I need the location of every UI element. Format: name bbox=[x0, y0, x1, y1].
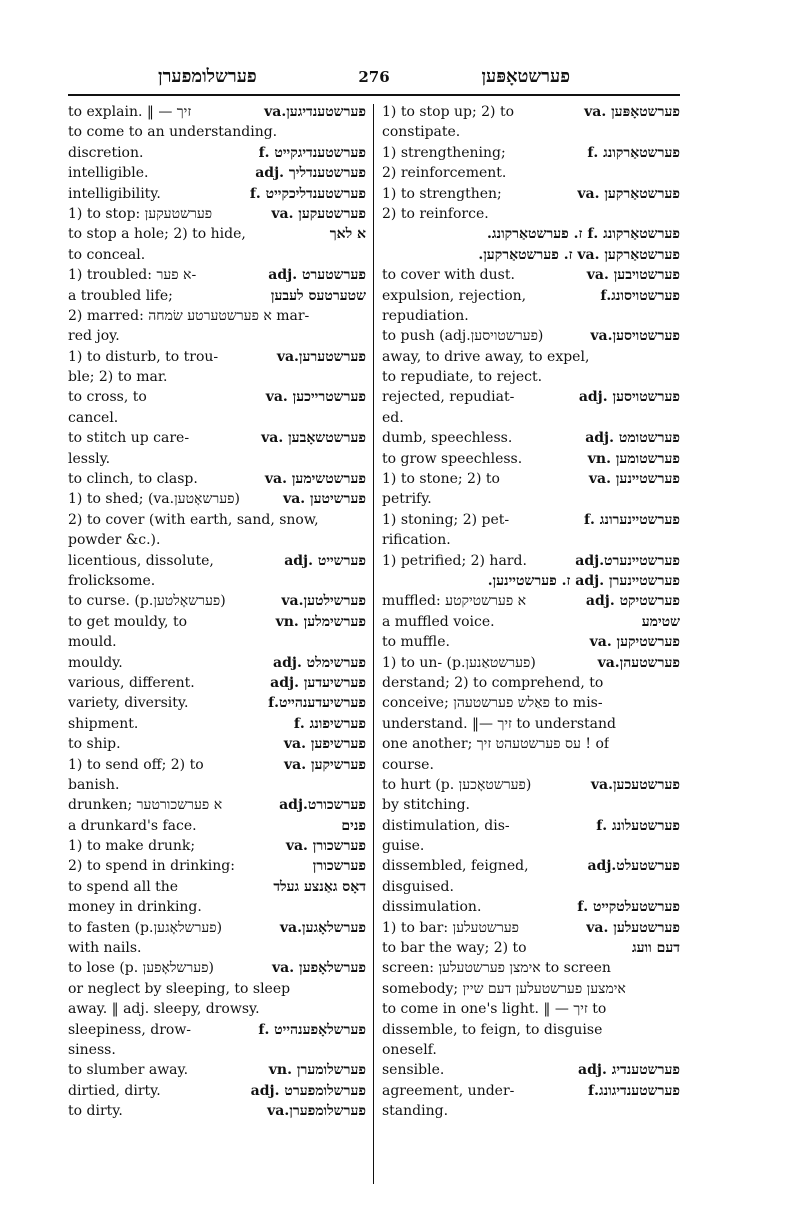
entry-english: to spend all the bbox=[68, 878, 179, 895]
entry-english: 1) to make drunk; bbox=[68, 838, 196, 855]
entry-yiddish: פערשטשאָבען .va bbox=[261, 430, 366, 447]
entry-line bbox=[68, 899, 366, 919]
entry-line bbox=[382, 818, 680, 838]
entry-line bbox=[68, 1042, 366, 1062]
entry-english: frolicksome. bbox=[68, 572, 156, 589]
entry-english: rification. bbox=[382, 532, 451, 549]
entry-line bbox=[68, 1062, 366, 1082]
entry-english: conceive; פאַלש פערשטעהן to mis- bbox=[382, 695, 603, 712]
entry-english: 2) to reinforce. bbox=[382, 205, 489, 222]
entry-yiddish: פערשטענדיגקייט .f bbox=[258, 144, 366, 161]
entry-yiddish: פערשטיקט .adj bbox=[585, 593, 680, 610]
entry-yiddish: פערשטעלונג .f bbox=[596, 817, 680, 834]
entry-line bbox=[382, 1062, 680, 1082]
entry-yiddish: פערשטענדליכקייט .f bbox=[249, 185, 366, 202]
entry-yiddish: פערשטאַרקונג .f ז. פערשטאַרקונג. bbox=[487, 226, 680, 243]
entry-line bbox=[382, 695, 680, 715]
entry-line bbox=[382, 614, 680, 634]
entry-line bbox=[68, 491, 366, 511]
entry-yiddish: פערשלאָפען .va bbox=[272, 960, 366, 977]
entry-yiddish: פערשיקען .va bbox=[284, 756, 366, 773]
entry-line bbox=[382, 491, 680, 511]
entry-line bbox=[382, 920, 680, 940]
entry-line bbox=[68, 369, 366, 389]
entry-english: 1) to stop up; 2) to bbox=[382, 104, 514, 120]
entry-yiddish: פערשטיקען .va bbox=[589, 634, 680, 651]
entry-yiddish: פערשילטען.va bbox=[281, 593, 366, 610]
entry-line bbox=[382, 1042, 680, 1062]
entry-english: rejected, repudiat- bbox=[382, 389, 515, 406]
entry-english: to explain. ‖ — זיך bbox=[68, 104, 192, 120]
entry-line bbox=[68, 960, 366, 980]
entry-line bbox=[68, 614, 366, 634]
entry-english: expulsion, rejection, bbox=[382, 287, 527, 304]
entry-line bbox=[382, 430, 680, 450]
entry-english: powder &c.). bbox=[68, 532, 161, 549]
entry-line bbox=[68, 675, 366, 695]
entry-english: dissimulation. bbox=[382, 899, 482, 916]
entry-yiddish: פערשימלט .adj bbox=[273, 654, 366, 671]
entry-english: dirtied, dirty. bbox=[68, 1082, 161, 1099]
entry-english: 1) to stop: פערשטעקען bbox=[68, 205, 213, 222]
entry-line bbox=[382, 940, 680, 960]
entry-line bbox=[382, 1083, 680, 1103]
entry-line bbox=[382, 206, 680, 226]
entry-yiddish: פערשטויסונג.f bbox=[600, 287, 680, 304]
entry-line bbox=[68, 818, 366, 838]
entry-english: 2) to spend in drinking: bbox=[68, 858, 235, 875]
left-column bbox=[68, 104, 366, 1124]
entry-english: to slumber away. bbox=[68, 1062, 189, 1079]
dictionary-page bbox=[68, 60, 680, 1124]
entry-english: a muffled voice. bbox=[382, 613, 495, 630]
entry-line bbox=[68, 879, 366, 899]
entry-line bbox=[382, 145, 680, 165]
entry-yiddish: שטימע bbox=[641, 613, 680, 630]
entry-line bbox=[68, 124, 366, 144]
entry-line bbox=[68, 288, 366, 308]
entry-yiddish: פערשיטען .va bbox=[283, 491, 366, 508]
entry-line bbox=[382, 532, 680, 552]
entry-line bbox=[68, 797, 366, 817]
entry-yiddish: פערשיעדען .adj bbox=[270, 674, 366, 691]
entry-line bbox=[382, 1103, 680, 1123]
entry-english: variety, diversity. bbox=[68, 695, 189, 712]
entry-line bbox=[68, 226, 366, 246]
entry-english: somebody; אימצען פערשטעלען דעם שיין bbox=[382, 980, 626, 997]
entry-line bbox=[68, 655, 366, 675]
entry-english: 1) to un- (p.פערשטאַנען) bbox=[382, 654, 536, 671]
entry-line bbox=[382, 757, 680, 777]
entry-english: to repudiate, to reject. bbox=[382, 369, 543, 386]
entry-english: intelligibility. bbox=[68, 185, 161, 202]
page-header bbox=[68, 60, 680, 96]
entry-english: sensible. bbox=[382, 1062, 445, 1079]
entry-english: intelligible. bbox=[68, 165, 149, 182]
entry-line bbox=[68, 573, 366, 593]
entry-english: mould. bbox=[68, 634, 117, 651]
entry-yiddish: פערשטענדליך .adj bbox=[255, 165, 366, 182]
entry-line bbox=[68, 389, 366, 409]
entry-english: siness. bbox=[68, 1041, 116, 1058]
entry-yiddish: פערשכורן .va bbox=[285, 838, 366, 855]
entry-yiddish: דעם וועג bbox=[632, 940, 680, 957]
entry-english: one another; עס פערשטעהט זיך ! of bbox=[382, 736, 610, 753]
entry-english: 1) to stone; 2) to bbox=[382, 471, 500, 488]
entry-line bbox=[382, 186, 680, 206]
entry-english: to come to an understanding. bbox=[68, 124, 278, 141]
entry-yiddish: פערשטיינערונג .f bbox=[583, 511, 680, 528]
entry-english: ble; 2) to mar. bbox=[68, 369, 168, 386]
entry-english: to hurt (p. פערשטאָכען) bbox=[382, 776, 532, 793]
entry-line bbox=[382, 858, 680, 878]
entry-english: to dirty. bbox=[68, 1103, 123, 1120]
entry-english: to stitch up care- bbox=[68, 430, 190, 447]
entry-line bbox=[382, 267, 680, 287]
entry-english: drunken; א פערשכורטער bbox=[68, 797, 223, 814]
entry-line bbox=[382, 655, 680, 675]
entry-line bbox=[68, 532, 366, 552]
entry-english: to cover with dust. bbox=[382, 267, 515, 284]
entry-yiddish: פערשטומען .vn bbox=[587, 450, 680, 467]
entry-english: various, different. bbox=[68, 674, 195, 691]
entry-yiddish: פערשיעדענהייט.f bbox=[268, 695, 366, 712]
entry-yiddish: א לאך bbox=[329, 226, 366, 243]
entry-line bbox=[68, 553, 366, 573]
entry-line bbox=[68, 736, 366, 756]
header-right-word: פערשטאָפּען bbox=[481, 66, 570, 87]
entry-yiddish: פערשטערען.va bbox=[276, 348, 366, 365]
entry-line bbox=[68, 349, 366, 369]
entry-yiddish: פערשטיינערן .adj ז. פערשטיינען. bbox=[487, 572, 680, 589]
right-column bbox=[382, 104, 680, 1124]
entry-line bbox=[68, 267, 366, 287]
entry-english: screen: אימצן פערשטעלען to screen bbox=[382, 960, 611, 977]
entry-line bbox=[382, 226, 680, 246]
entry-english: to lose (p. פערשלאָפען) bbox=[68, 960, 214, 977]
entry-yiddish: פערשטערט .adj bbox=[268, 267, 366, 284]
entry-line bbox=[382, 960, 680, 980]
entry-english: oneself. bbox=[382, 1041, 437, 1058]
entry-line bbox=[382, 981, 680, 1001]
entry-english: to bar the way; 2) to bbox=[382, 940, 527, 957]
entry-english: to clinch, to clasp. bbox=[68, 471, 198, 488]
entry-yiddish: פערשכורן bbox=[312, 858, 366, 875]
entry-yiddish: דאָס גאַנצע געלד bbox=[273, 878, 366, 895]
entry-english: dissembled, feigned, bbox=[382, 858, 529, 875]
entry-english: agreement, under- bbox=[382, 1082, 515, 1099]
entry-line bbox=[68, 940, 366, 960]
entry-line bbox=[68, 104, 366, 124]
entry-english: 2) marred: א פערשטערטע שׂמחה mar- bbox=[68, 307, 310, 324]
entry-yiddish: שטערטעס לעבען bbox=[270, 287, 366, 304]
entry-yiddish: פערשכורט.adj bbox=[279, 797, 366, 814]
entry-english: sleepiness, drow- bbox=[68, 1021, 192, 1038]
entry-english: dumb, speechless. bbox=[382, 430, 513, 447]
entry-line bbox=[68, 145, 366, 165]
entry-english: guise. bbox=[382, 838, 425, 855]
entry-line bbox=[382, 328, 680, 348]
entry-line bbox=[68, 1001, 366, 1021]
entry-yiddish: פערשימלען .vn bbox=[275, 613, 366, 630]
entry-line bbox=[68, 206, 366, 226]
entry-line bbox=[68, 716, 366, 736]
entry-line bbox=[68, 308, 366, 328]
entry-yiddish: פערשייט .adj bbox=[284, 552, 366, 569]
entry-line bbox=[382, 634, 680, 654]
entry-english: muffled: א פערשטיקטע bbox=[382, 593, 527, 610]
entry-english: 1) to shed; (va.פערשאָטען) bbox=[68, 491, 240, 508]
entry-line bbox=[382, 451, 680, 471]
entry-yiddish: פערשטומט .adj bbox=[585, 430, 680, 447]
entry-line bbox=[382, 104, 680, 124]
entry-yiddish: פערשטענדיגונג.f bbox=[588, 1082, 680, 1099]
entry-yiddish: פערשטעהן.va bbox=[597, 654, 680, 671]
entry-line bbox=[382, 288, 680, 308]
entry-yiddish: פנים bbox=[341, 817, 366, 834]
entry-yiddish: פערשטויסען .adj bbox=[578, 389, 680, 406]
entry-english: 1) stoning; 2) pet- bbox=[382, 511, 510, 528]
entry-line bbox=[382, 389, 680, 409]
entry-english: shipment. bbox=[68, 715, 139, 732]
entry-yiddish: פערשלומערן .vn bbox=[268, 1062, 366, 1079]
entry-line bbox=[68, 247, 366, 267]
entry-english: lessly. bbox=[68, 450, 111, 467]
entry-english: a drunkard's face. bbox=[68, 817, 197, 834]
entry-line bbox=[382, 553, 680, 573]
entry-yiddish: פערשטיינערט.adj bbox=[575, 552, 680, 569]
entry-yiddish: פערשטאַרקען .va bbox=[577, 185, 680, 202]
entry-yiddish: פערשטאָפּען .va bbox=[584, 104, 680, 120]
entry-line bbox=[382, 777, 680, 797]
entry-english: away. ‖ adj. sleepy, drowsy. bbox=[68, 1001, 260, 1018]
entry-line bbox=[68, 593, 366, 613]
entry-english: 1) troubled: א פער- bbox=[68, 267, 197, 284]
entry-english: to ship. bbox=[68, 736, 121, 753]
entry-yiddish: פערשיפען .va bbox=[283, 736, 366, 753]
header-left-word: פערשלומפערן bbox=[158, 66, 257, 87]
entry-english: mouldy. bbox=[68, 654, 123, 671]
entry-yiddish: פערשטאַרקונג .f bbox=[587, 144, 680, 161]
entry-line bbox=[68, 471, 366, 491]
entry-line bbox=[382, 247, 680, 267]
entry-english: 1) to strengthen; bbox=[382, 185, 502, 202]
entry-yiddish: פערשלומפערט .adj bbox=[250, 1082, 366, 1099]
entry-yiddish: פערשטשימען .va bbox=[264, 471, 366, 488]
entry-english: cancel. bbox=[68, 409, 119, 426]
entry-line bbox=[382, 675, 680, 695]
entry-english: to push (adj.פערשטויסען) bbox=[382, 328, 544, 345]
entry-line bbox=[382, 736, 680, 756]
entry-english: to come in one's light. ‖ — זיך to bbox=[382, 1001, 607, 1018]
entry-line bbox=[382, 899, 680, 919]
entry-yiddish: פערשטענדיגען.va bbox=[264, 104, 366, 120]
entry-line bbox=[382, 797, 680, 817]
entry-line bbox=[68, 858, 366, 878]
entry-yiddish: פערשיפונג .f bbox=[293, 715, 366, 732]
entry-line bbox=[68, 430, 366, 450]
entry-line bbox=[382, 1022, 680, 1042]
entry-line bbox=[382, 879, 680, 899]
entry-english: petrify. bbox=[382, 491, 432, 508]
entry-line bbox=[68, 186, 366, 206]
entry-line bbox=[382, 1001, 680, 1021]
entry-english: to grow speechless. bbox=[382, 450, 523, 467]
entry-line bbox=[382, 410, 680, 430]
entry-line bbox=[382, 349, 680, 369]
entry-line bbox=[68, 920, 366, 940]
entry-english: licentious, dissolute, bbox=[68, 552, 214, 569]
entry-line bbox=[382, 593, 680, 613]
columns bbox=[68, 104, 680, 1124]
entry-english: money in drinking. bbox=[68, 899, 202, 916]
entry-line bbox=[382, 124, 680, 144]
entry-line bbox=[68, 981, 366, 1001]
page-number: 276 bbox=[358, 68, 390, 86]
column-divider bbox=[373, 104, 374, 1184]
entry-english: 1) to send off; 2) to bbox=[68, 756, 204, 773]
entry-english: by stitching. bbox=[382, 797, 470, 814]
entry-english: to fasten (p.פערשלאָגען) bbox=[68, 919, 223, 936]
entry-english: 1) petrified; 2) hard. bbox=[382, 552, 527, 569]
entry-english: constipate. bbox=[382, 124, 461, 141]
entry-yiddish: פערשטיינען .va bbox=[588, 471, 680, 488]
entry-line bbox=[382, 573, 680, 593]
entry-line bbox=[382, 716, 680, 736]
entry-english: to cross, to bbox=[68, 389, 147, 406]
entry-english: to get mouldy, to bbox=[68, 613, 187, 630]
entry-english: derstand; 2) to comprehend, to bbox=[382, 674, 604, 691]
entry-line bbox=[382, 471, 680, 491]
entry-english: to curse. (p.פערשאָלטען) bbox=[68, 593, 226, 610]
entry-line bbox=[68, 1083, 366, 1103]
entry-english: to conceal. bbox=[68, 246, 146, 263]
entry-line bbox=[68, 165, 366, 185]
entry-english: to stop a hole; 2) to hide, bbox=[68, 226, 246, 243]
entry-english: 2) reinforcement. bbox=[382, 165, 507, 182]
entry-line bbox=[68, 634, 366, 654]
entry-yiddish: פערשטאַרקען .va ז. פערשטאַרקען. bbox=[478, 246, 680, 263]
entry-line bbox=[68, 512, 366, 532]
entry-yiddish: פערשטעלען .va bbox=[586, 919, 680, 936]
entry-line bbox=[382, 308, 680, 328]
entry-english: away, to drive away, to expel, bbox=[382, 348, 590, 365]
entry-line bbox=[68, 1103, 366, 1123]
entry-yiddish: פערשטויסען.va bbox=[590, 328, 680, 345]
entry-english: red joy. bbox=[68, 328, 120, 345]
entry-yiddish: פערשטעלט.adj bbox=[587, 858, 680, 875]
entry-english: distimulation, dis- bbox=[382, 817, 510, 834]
entry-english: repudiation. bbox=[382, 307, 469, 324]
entry-yiddish: פערשטעכען.va bbox=[590, 776, 680, 793]
entry-english: understand. ‖— זיך to understand bbox=[382, 715, 616, 732]
entry-line bbox=[382, 369, 680, 389]
entry-line bbox=[68, 410, 366, 430]
entry-english: 1) strengthening; bbox=[382, 144, 506, 161]
entry-line bbox=[68, 1022, 366, 1042]
entry-english: 1) to bar: פערשטעלען bbox=[382, 919, 519, 936]
entry-line bbox=[68, 451, 366, 471]
entry-english: disguised. bbox=[382, 878, 454, 895]
entry-english: to muffle. bbox=[382, 634, 450, 651]
entry-line bbox=[68, 695, 366, 715]
entry-english: banish. bbox=[68, 776, 120, 793]
entry-line bbox=[68, 757, 366, 777]
entry-yiddish: פערשטויבען .va bbox=[586, 267, 680, 284]
entry-english: course. bbox=[382, 756, 434, 773]
entry-english: dissemble, to feign, to disguise bbox=[382, 1021, 603, 1038]
entry-line bbox=[382, 512, 680, 532]
entry-line bbox=[68, 838, 366, 858]
entry-yiddish: פערשלאָפענהייט .f bbox=[258, 1021, 366, 1038]
entry-yiddish: פערשטענדיג .adj bbox=[578, 1062, 680, 1079]
entry-english: 1) to disturb, to trou- bbox=[68, 348, 219, 365]
entry-yiddish: פערשלומפערן.va bbox=[267, 1103, 366, 1120]
entry-english: or neglect by sleeping, to sleep bbox=[68, 980, 291, 997]
entry-yiddish: פערשטעלטקייט .f bbox=[577, 899, 680, 916]
entry-yiddish: פערשלאָגען.va bbox=[279, 919, 366, 936]
entry-line bbox=[68, 777, 366, 797]
entry-line bbox=[68, 328, 366, 348]
entry-english: discretion. bbox=[68, 144, 144, 161]
entry-line bbox=[382, 838, 680, 858]
entry-english: with nails. bbox=[68, 940, 142, 957]
entry-line bbox=[382, 165, 680, 185]
entry-english: 2) to cover (with earth, sand, snow, bbox=[68, 511, 319, 528]
entry-yiddish: פערשטרייכען .va bbox=[265, 389, 366, 406]
entry-english: ed. bbox=[382, 409, 404, 426]
entry-english: standing. bbox=[382, 1103, 449, 1120]
entry-english: a troubled life; bbox=[68, 287, 173, 304]
entry-yiddish: פערשטעקען .va bbox=[271, 205, 366, 222]
